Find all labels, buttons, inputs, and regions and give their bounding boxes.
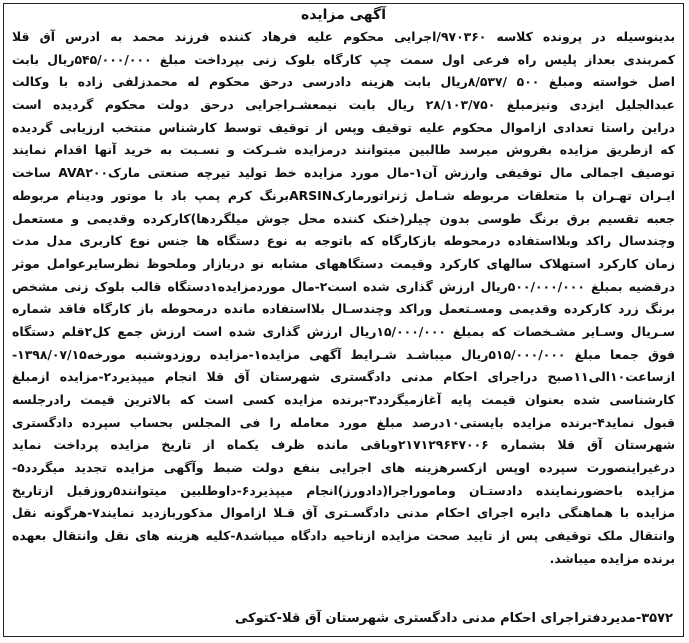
notice-line: مزایده باحضورنماینده دادستـان وماموراجرا(دادورز)انجام میپذیرد۶-داوطلبین میتوانند۵روزقبل ازتاریخ (12, 482, 675, 498)
notice-line: شهرستان آق قلا بشماره ۲۱۷۱۲۹۶۴۷۰۰۶وباقی مانده ظرف یکماه از تاریخ مزایده پرداخت نماید (12, 437, 675, 453)
notice-line-last: برنده مزایده میباشد. (549, 550, 675, 566)
notice-signature: ۳۵۷۲-مدیردفتراجرای احکام مدنی دادگستری شهرستان آق قلا-کتوکی (234, 611, 673, 626)
notice-line: بدینوسیله در پرونده کلاسه ۹۷۰۳۶۰/اجرایی محکوم علیه فرهاد کننده فرزند محمد به ادرس آق قلا (12, 29, 675, 44)
notice-line: اصل خواسته ومبلغ ۵۰۰ /۸/۵۳۷ریال بابت هزینه دادرسی درحق محکوم له محمدزلفی زاده با وکالت (12, 74, 675, 90)
notice-line: که ازطریق مزایده بفروش میرسد طالبین میتوانند درمزایده شـرکت و نسـبت به خرید آنها اقدام نمایند (12, 142, 675, 158)
notice-line: زمان کارکرد استهلاک سالهای کارکرد وقیمت دستگاههای مشابه نو دربازار وملحوظ نظرسایرعوامل موثر (12, 255, 675, 271)
notice-line: ازساعت۱۰الی۱۱صبح دراجرای احکام مدنی دادگستری شهرستان آق قلا انجام میپذیرد۲-مزایده ازمبلغ (12, 369, 675, 385)
notice-line: وانتقال ملک توقیفی پس از تایید صحت مزایده ازناحیه دادگاه میباشد۸-کلیه هزینه های نقل وانتقال بعهده (12, 528, 675, 544)
notice-line: کمربندی بعداز پلیس راه فرعی اول سمت چپ کارگاه بلوک زنی بپرداخت مبلغ ۵۴۵/۰۰۰/۰۰۰ریال بابت (12, 51, 675, 67)
notice-line: جعبه تقسیم برق برنگ طوسی بدون چیلر(خنک کننده محل جوش میلگردها)کارکرده وقدیمی و مستعمل (12, 210, 675, 226)
auction-notice (3, 3, 684, 637)
notice-line: عبدالجلیل ایزدی ونیزمبلغ ۲۸/۱۰۳/۷۵۰ ریال بابت نیمعشـراجرایی درحق دولت محکوم گردیده است (12, 97, 675, 113)
notice-line: قبول نماید۴-برنده مزایده بایستی۱۰درصد مبلغ مورد معامله را فی المجلس بحساب سپرده دادگستری (12, 414, 675, 430)
notice-title: آگهی مزایده (300, 7, 386, 23)
notice-line: کارشناسی شده بعنوان قیمت پایه آغازمیگردد۳-برنده مزایده کسی است که بالاترین قیمت رادرجلسه (12, 392, 675, 407)
notice-line: وچندسال راکد وبلااستفاده درمحوطه بازکارگاه که باتوجه به نوع دستگاه ها جنس نوع کاربری مدل مدت (12, 233, 675, 249)
notice-line: ایـران تهـران با متعلقات مربوطه شـامل ژنراتورمارکARSINبرنگ کرم پمپ باد با موتور ودینام مربوطه (12, 187, 675, 203)
notice-line: دراین راستا تعدادی ازاموال محکوم علیه توقیف وپس از توقیف توسط کارشناس منتخب ارزیابی گردیده (12, 119, 675, 135)
notice-line: فوق جمعا مبلغ ۵۱۵/۰۰۰/۰۰۰ریال میباشـد شـرایط آگهی مزایده۱-مزایده روزدوشنبه مورخه۱۳۹۸/۰۷/۱۵- (12, 346, 675, 362)
notice-body (4, 26, 683, 571)
notice-line: سـریال وسـایر مشـخصات که بمبلغ ۱۵/۰۰۰/۰۰۰ریال ارزش گذاری شده است ارزش جمع کل۲قلم دستگاه (12, 323, 675, 339)
notice-line: برنگ زرد کارکرده وقدیمی ومسـتعمل وراکد وچندسـال بلااستفاده مانده درمحوطه باز کارگاه فاقد شماره (12, 301, 675, 317)
notice-line: توصیف اجمالی مال توقیفی وارزش آن۱-مال مورد مزایده خط تولید تیرچه صنعتی مارکAVA۲۰۰ ساخت (12, 165, 675, 181)
notice-line: درقضیه بمبلغ ۵۰۰/۰۰۰/۰۰۰ریال ارزش گذاری شده است۲-مال موردمزایده۱دستگاه قالب بلوک زنی مشخص (12, 278, 675, 294)
notice-line: مزایده با هماهنگی دایره اجرای احکام مدنی دادگسـتری آق قـلا ازاموال مذکوربازدید نمایند۷-هرگونه نقل (12, 505, 675, 521)
notice-line: درغیراینصورت سپرده اوپس ازکسرهزینه های اجرایی بنفع دولت ضبط وآگهی مزایده تجدید میگردد۵- (12, 460, 675, 476)
